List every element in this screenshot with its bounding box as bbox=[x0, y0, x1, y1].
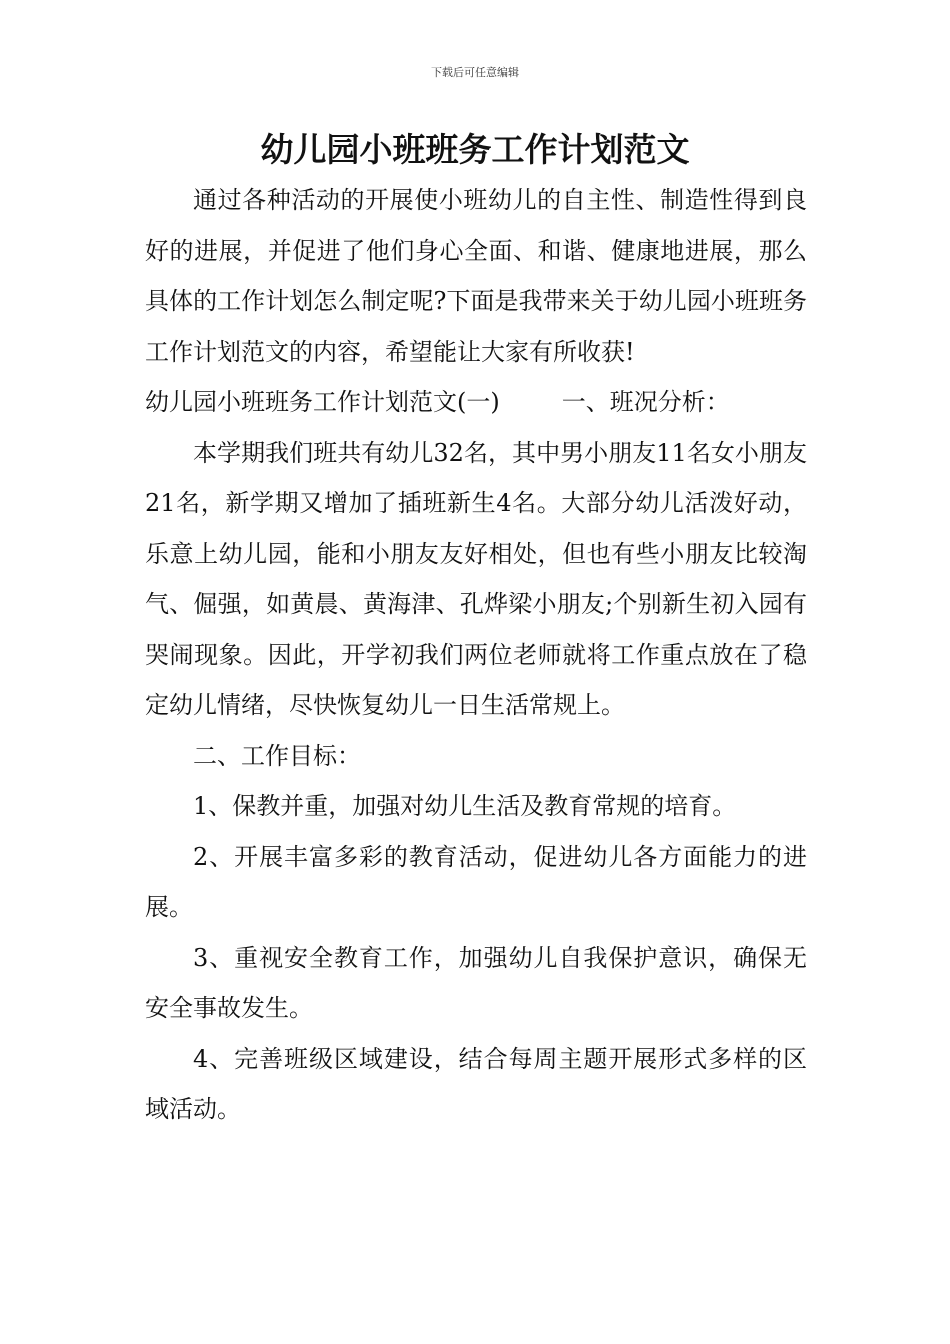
document-body bbox=[145, 175, 807, 1135]
goals-heading: 二、工作目标： bbox=[193, 741, 361, 770]
goal-item-1: 1、保教并重，加强对幼儿生活及教育常规的培育。 bbox=[193, 792, 737, 820]
class-analysis-paragraph: 本学期我们班共有幼儿32名，其中男小朋友11名女小朋友21名，新学期又增加了插班新生4名。大部分幼儿活泼好动，乐意上幼儿园，能和小朋友友好相处，但也有些小朋友比较淘气、倔强，如黄晨、黄海津、孔烨梁小朋友;个别新生初入园有哭闹现象。因此，开学初我们两位老师就将工作重点放在了稳定幼儿情绪，尽快恢复幼儿一日生活常规上。 bbox=[145, 438, 807, 719]
document-title: 幼儿园小班班务工作计划范文 bbox=[260, 130, 690, 169]
goal-item-4: 4、完善班级区域建设，结合每周主题开展形式多样的区域活动。 bbox=[145, 1044, 807, 1123]
goal-item-3: 3、重视安全教育工作，加强幼儿自我保护意识，确保无安全事故发生。 bbox=[145, 943, 807, 1022]
section-title: 幼儿园小班班务工作计划范文(一) bbox=[145, 388, 500, 416]
goal-item-2: 2、开展丰富多彩的教育活动，促进幼儿各方面能力的进展。 bbox=[145, 842, 807, 921]
section-one-heading: 一、班况分析： bbox=[561, 388, 730, 416]
page-header-note: 下载后可任意编辑 bbox=[431, 66, 519, 79]
section-title-line bbox=[145, 377, 807, 428]
intro-paragraph: 通过各种活动的开展使小班幼儿的自主性、制造性得到良好的进展，并促进了他们身心全面、和谐、健康地进展，那么具体的工作计划怎么制定呢?下面是我带来关于幼儿园小班班务工作计划范文的内容，希望能让大家有所收获! bbox=[145, 186, 807, 366]
